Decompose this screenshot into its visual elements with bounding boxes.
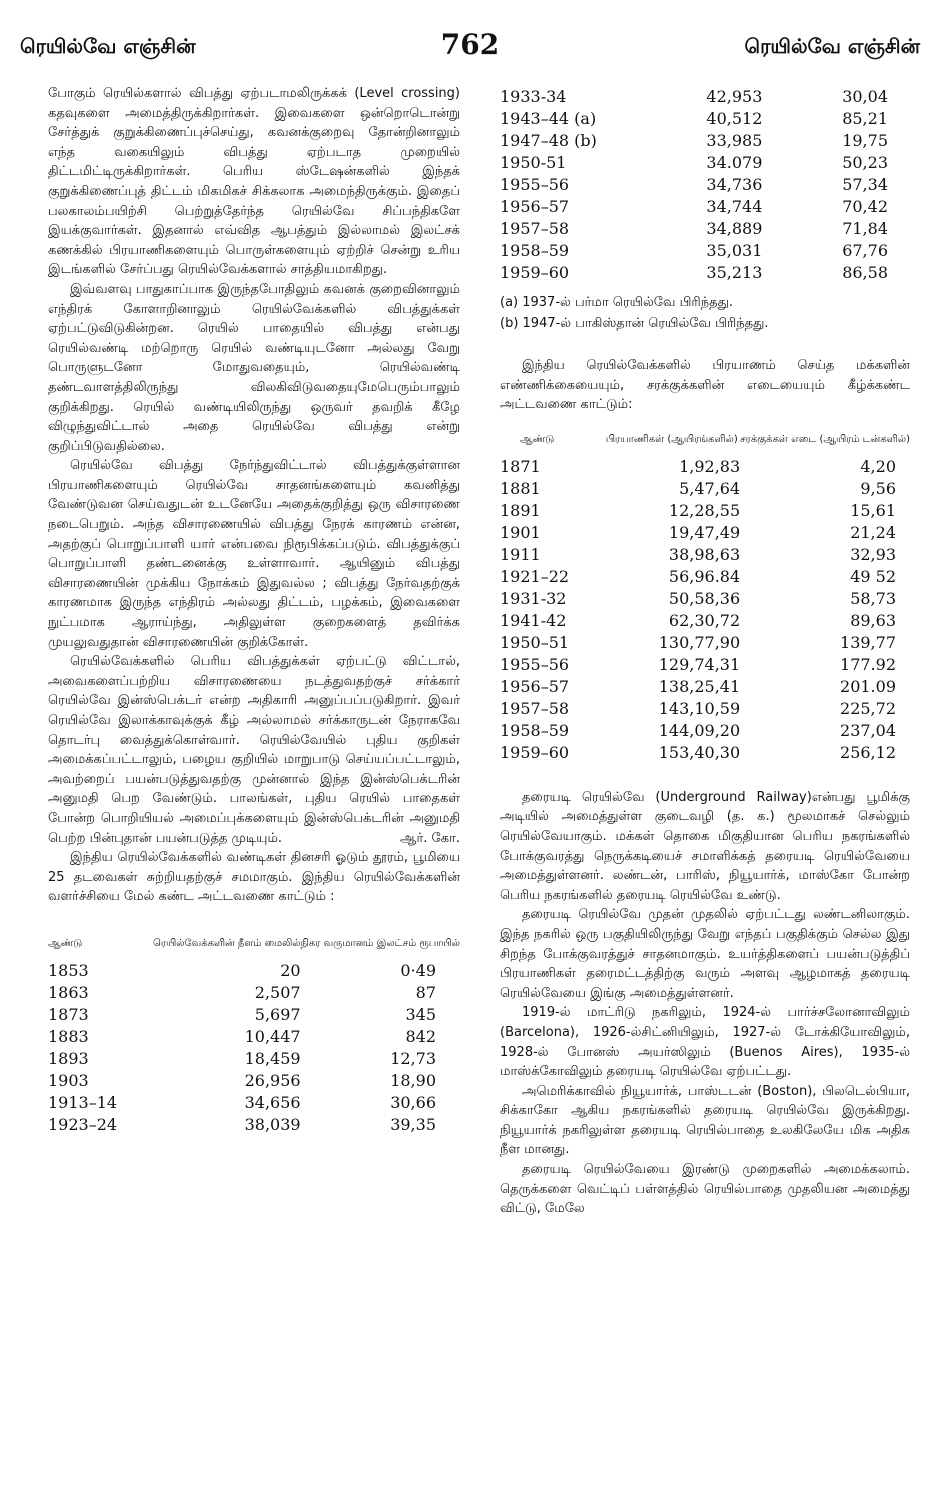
table-row: 1883 10,447 842 [48, 1026, 436, 1046]
running-head-left: ரெயில்வே எஞ்சின் [20, 34, 196, 58]
passengers-goods-table [500, 433, 910, 764]
table-row: 1958–59 144,09,20 237,04 [500, 720, 896, 740]
table-row: 1956–57 34,744 70,42 [500, 197, 888, 216]
table-row: 1903 26,956 18,90 [48, 1070, 436, 1090]
table-header [48, 937, 460, 950]
railway-growth-table [48, 937, 460, 1136]
table-notes [500, 292, 910, 334]
table-row: 1901 19,47,49 21,24 [500, 522, 896, 542]
table-row: 1959–60 35,213 86,58 [500, 263, 888, 282]
table-row: 1958–59 35,031 67,76 [500, 241, 888, 260]
table-row: 1881 5,47,64 9,56 [500, 478, 896, 498]
page-header [20, 28, 920, 68]
table-row: 1921–22 56,96.84 49 52 [500, 566, 896, 586]
footnote: (b) 1947-ல் பாகிஸ்தான் ரெயில்வே பிரிந்தது. [500, 316, 769, 331]
left-column [48, 84, 460, 1136]
author-signature: ஆர். கோ. [400, 830, 460, 846]
paragraph: ரெயில்வே விபத்து நேர்ந்துவிட்டால் விபத்துக்குள்ளான பிரயாணிகளையும் ரெயில்வே சாதனங்களையும் கவனித்து வேண்டுவன செய்வதுடன் உடனேயே அதைக்குறித்து ஒரு விசாரணை நடைபெறும். அந்த விசாரணையில் விபத்து நேரக் காரணம் என்ன, அதற்குப் பொறுப்பாளி யார் என்பவை நிரூபிக்கப்படும். விபத்துக்குப் பொறுப்பாளி தண்டனைக்கு உள்ளாவார். ஆயினும் விபத்து விசாரணையின் முக்கிய நோக்கம் இதுவல்ல ; விபத்து நேர்வதற்குக் காரணமாக இருந்த எந்திரம் அல்லது திட்டம், பழக்கம், இவைகளை நுட்பமாக ஆராய்ந்து, அதிலுள்ள குறைகளைத் தவிர்க்க முயலுவதுதான் விசாரணையின் குறிக்கோள். [48, 458, 460, 650]
table-row: 1873 5,697 345 [48, 1004, 436, 1024]
table-row: 1950–51 130,77,90 139,77 [500, 632, 896, 652]
table-row: 1947–48 (b) 33,985 19,75 [500, 131, 888, 150]
table-row: 1950-51 34.079 50,23 [500, 153, 888, 172]
table-header [500, 433, 910, 446]
table-row: 1955–56 129,74,31 177.92 [500, 654, 896, 674]
table-row: 1943–44 (a) 40,512 85,21 [500, 109, 888, 128]
table-row: 1913–14 34,656 30,66 [48, 1092, 436, 1112]
right-column [500, 86, 910, 1219]
table-row: 1957–58 34,889 71,84 [500, 219, 888, 238]
paragraph: தரையடி ரெயில்வே (Underground Railway)என்பது பூமிக்கு அடியில் அமைத்துள்ள குடைவழி (த. க.) மூலமாகச் செல்லும் ரெயில்வேயாகும். மக்கள் தொகை மிகுதியான பெரிய நகரங்களில் போக்குவரத்து நெருக்கடியைச் சமாளிக்கத் தரையடி ரெயில்வேயை அமைத்துள்ளனர். லண்டன், பாரிஸ், நியூயார்க், மாஸ்கோ போன்ற பெரிய நகரங்களில் தரையடி ரெயில்வே உண்டு. [500, 789, 910, 903]
table-row: 1931-32 50,58,36 58,73 [500, 588, 896, 608]
table-row: 1959–60 153,40,30 256,12 [500, 742, 896, 762]
railway-growth-table-continued [500, 86, 910, 284]
table-row: 1933-34 42,953 30,04 [500, 87, 888, 106]
paragraph: இந்திய ரெயில்வேக்களில் வண்டிகள் தினசரி ஓடும் தூரம், பூமியை 25 தடவைகள் சுற்றியதற்குச் சமமாகும். இந்திய ரெயில்வேக்களின் வளர்ச்சியை மேல் கண்ட அட்டவணை காட்டும் : [48, 850, 460, 905]
table-row: 1941-42 62,30,72 89,63 [500, 610, 896, 630]
paragraph: ரெயில்வேக்களில் பெரிய விபத்துக்கள் ஏற்பட்டு விட்டால், அவைகளைப்பற்றிய விசாரணையை நடத்துவதற்குச் சர்க்கார் ரெயில்வே இன்ஸ்பெக்டர் என்ற அதிகாரி அனுப்பப்படுகிறார். இவர் ரெயில்வே இலாக்காவுக்குக் கீழ் அல்லாமல் சர்க்காருடன் நேராகவே தொடர்பு வைத்துக்கொள்வார். ரெயில்வேயில் புதிய குறிகள் அமைக்கப்பட்டாலும், பழைய குறியில் மாறுபாடு செய்யப்பட்டாலும், அவற்றைப் பயன்படுத்துவதற்கு முன்னால் இந்த இன்ஸ்பெக்டரின் அனுமதி பெற வேண்டும். பாலங்கள், புதிய ரெயில் பாதைகள் போன்ற பொறியியல் அமைப்புக்களையும் இன்ஸ்பெக்டரின் அனுமதி பெற்ற பின்புதான் பயன்படுத்த முடியும். [48, 654, 460, 846]
table-row: 1957–58 143,10,59 225,72 [500, 698, 896, 718]
table-row: 1955–56 34,736 57,34 [500, 175, 888, 194]
paragraph: இவ்வளவு பாதுகாப்பாக இருந்தபோதிலும் கவனக் குறைவினாலும் எந்திரக் கோளாறினாலும் ரெயில்வேக்களில் விபத்துக்கள் ஏற்பட்டுவிடுகின்றன. ரெயில் பாதையில் விபத்து என்பது ரெயில்வண்டி மற்றொரு ரெயில் வண்டியுடனோ அல்லது வேறு பொருளுடனோ மோதுவதையும், ரெயில்வண்டி தண்டவாளத்திலிருந்து விலகிவிடுவதையுமேபெரும்பாலும் குறிக்கிறது. ரெயில் வண்டியிலிருந்து ஒருவர் தவறிக் கீழே விழுந்துவிட்டால் அதை ரெயில்வே விபத்து என்று குறிப்பிடுவதில்லை. [48, 281, 460, 454]
table-row: 1863 2,507 87 [48, 982, 436, 1002]
paragraph: இந்திய ரெயில்வேக்களில் பிரயாணம் செய்த மக்களின் எண்ணிக்கையையும், சரக்குக்களின் எடையையும் கீழ்க்கண்ட அட்டவணை காட்டும்: [500, 358, 910, 413]
column-header: ஆண்டு [520, 433, 555, 445]
page-number: 762 [440, 28, 500, 61]
table-row: 1911 38,98,63 32,93 [500, 544, 896, 564]
table-row: 1956–57 138,25,41 201.09 [500, 676, 896, 696]
running-head-right: ரெயில்வே எஞ்சின் [744, 34, 920, 58]
paragraph: தரையடி ரெயில்வேயை இரண்டு முறைகளில் அமைக்கலாம். தெருக்களை வெட்டிப் பள்ளத்தில் ரெயில்பாதை முதலியன அமைத்து விட்டு, மேலே [500, 1162, 910, 1217]
column-header: ஆண்டு [48, 937, 83, 949]
footnote: (a) 1937-ல் பர்மா ரெயில்வே பிரிந்தது. [500, 295, 733, 310]
paragraph: அமெரிக்காவில் நியூயார்க், பாஸ்டடன் (Boston), பிலடெல்பியா, சிக்காகோ ஆகிய நகரங்களில் தரையடி ரெயில்வே இருக்கிறது. நியூயார்க் நகரிலுள்ள தரையடி ரெயில்பாதை உலகிலேயே மிக அதிக நீள மானது. [500, 1083, 910, 1158]
table-row: 1871 1,92,83 4,20 [500, 456, 896, 476]
column-header: சரக்குக்கள் எடை (ஆயிரம் டன்களில்) [740, 433, 910, 445]
column-header: நிகர வருமானம் இலட்சம் ரூபாயில் [300, 937, 460, 949]
table-row: 1891 12,28,55 15,61 [500, 500, 896, 520]
table-row: 1853 20 0·49 [48, 960, 436, 980]
paragraph: போகும் ரெயில்களால் விபத்து ஏற்படாமலிருக்கக் (Level crossing) கதவுகளை அமைத்திருக்கிறார்கள். இவைகளை ஒன்றொடொன்று சேர்த்துக் குறுக்கிணைப்புச்செய்து, கவனக்குறைவு தோன்றினாலும் எந்த வகையிலும் விபத்து ஏற்படாத முறையில் திட்டமிட்டிருக்கிறார்கள். பெரிய ஸ்டேஷன்களில் இந்தக் குறுக்கிணைப்புத் திட்டம் மிகமிகச் சிக்கலாக அமைந்திருக்கும். இதைப் பலகாலம்பயிற்சி பெற்றுத்தேர்ந்த ரெயில்வே சிப்பந்திகளே இயக்குவார்கள். இதனால் எவ்வித ஆபத்தும் இல்லாமல் இலட்சக் கணக்கில் பிரயாணிகளையும் பொருள்களையும் ஏற்றிச் சென்று உரிய இடங்களில் சேர்ப்பது ரெயில்வேக்களால் சாத்தியமாகிறது. [48, 86, 460, 278]
table-row: 1893 18,459 12,73 [48, 1048, 436, 1068]
table-row: 1923–24 38,039 39,35 [48, 1114, 436, 1134]
column-header: பிரயாணிகள் (ஆயிரங்களில்) [605, 433, 738, 445]
paragraph: தரையடி ரெயில்வே முதன் முதலில் ஏற்பட்டது லண்டனிலாகும். இந்த நகரில் ஒரு பகுதியிலிருந்து வேறு எந்தப் பகுதிக்கும் செல்ல இது சிறந்த போக்குவரத்துச் சாதனமாகும். உயர்த்திகளைப் பயன்படுத்திப் பிரயாணிகள் தரைமட்டத்திற்கு வரும் அளவு ஆழமாகத் தரையடி ரெயில்வேயை இங்கு அமைத்துள்ளனர். [500, 907, 910, 1001]
column-header: ரெயில்வேக்களின் நீளம் மைலில் [153, 937, 301, 949]
paragraph: 1919-ல் மாட்ரிடு நகரிலும், 1924-ல் பார்ச்சலோனாவிலும் (Barcelona), 1926-ல்சிட்னியிலும், 1927-ல் டோக்கியோவிலும், 1928-ல் போனஸ் அயர்ஸிலும் (Buenos Aires), 1935-ல் மாஸ்க்கோவிலும் தரையடி ரெயில்வே ஏற்பட்டது. [500, 1005, 910, 1080]
